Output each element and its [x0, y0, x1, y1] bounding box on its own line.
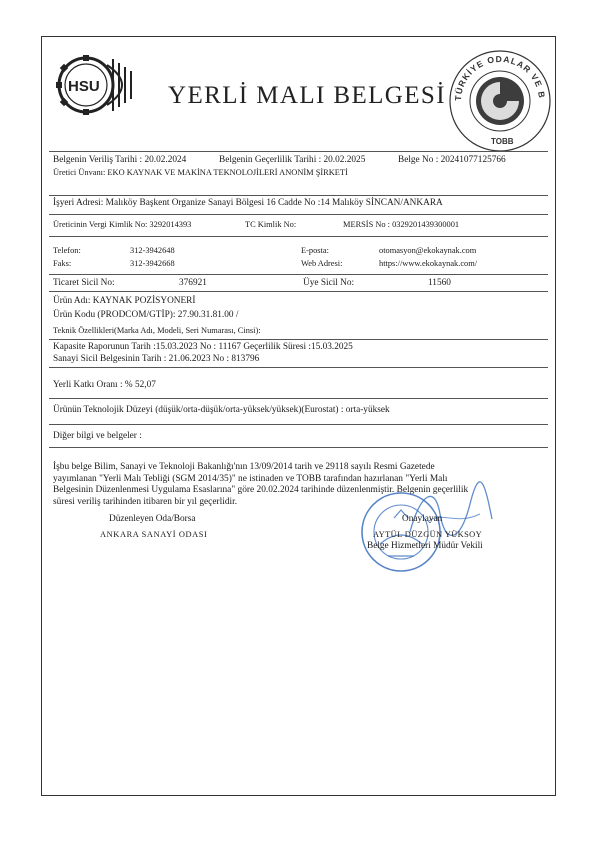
member-registry-label: Üye Sicil No:	[303, 278, 355, 288]
industry-registry: Sanayi Sicil Belgesinin Tarih : 21.06.2023 No : 813796	[53, 354, 260, 364]
hsu-logo	[53, 53, 157, 122]
statement-line: İşbu belge Bilim, Sanayi ve Teknoloji Bakanlığı'nın 13/09/2014 tarih ve 29118 sayılı Resmi Gazetede	[53, 462, 435, 472]
rule	[49, 398, 548, 399]
producer-title: Üretici Ünvanı: EKO KAYNAK VE MAKİNA TEKNOLOJİLERİ ANONİM ŞİRKETİ	[53, 168, 348, 177]
issue-date: Belgenin Veriliş Tarihi : 20.02.2024	[53, 155, 187, 165]
approver-name: AYTÜL DÜZGÜN YÜKSOY	[373, 530, 483, 539]
issuer-label: Düzenleyen Oda/Borsa	[109, 514, 196, 524]
rule	[49, 447, 548, 448]
capacity-report: Kapasite Raporunun Tarih :15.03.2023 No : 11167 Geçerlilik Süresi :15.03.2025	[53, 342, 353, 352]
validity-date: Belgenin Geçerlilik Tarihi : 20.02.2025	[219, 155, 366, 165]
rule	[49, 274, 548, 275]
rule	[49, 195, 548, 196]
phone-label: Telefon:	[53, 246, 81, 255]
statement-line: süresi veriliş tarihinden itibaren bir yıl geçerlidir.	[53, 496, 238, 507]
rule	[49, 236, 548, 237]
tc-id: TC Kimlik No:	[245, 220, 297, 229]
trade-registry-label: Ticaret Sicil No:	[53, 278, 115, 288]
rule	[49, 291, 548, 292]
svg-text:HSU: HSU	[68, 78, 100, 95]
product-specs: Teknik Özellikleri(Marka Adı, Modeli, Seri Numarası, Cinsi):	[53, 326, 261, 335]
fax-value: 312-3942668	[130, 259, 175, 268]
approver-label: Onaylayan	[402, 514, 443, 524]
rule	[49, 151, 548, 152]
phone-value: 312-3942648	[130, 246, 175, 255]
rule	[49, 367, 548, 368]
web-value: https://www.ekokaynak.com/	[379, 259, 478, 268]
fax-label: Faks:	[53, 259, 72, 268]
issuer-name: ANKARA SANAYİ ODASI	[100, 530, 208, 539]
business-address: İşyeri Adresi: Malıköy Başkent Organize Sanayi Bölgesi 16 Cadde No :14 Malıköy SİNCAN/ANKARA	[53, 198, 443, 208]
trade-registry-value: 376921	[179, 278, 207, 288]
mersis-number: MERSİS No : 0329201439300001	[343, 220, 460, 229]
email-label: E-posta:	[301, 246, 329, 255]
product-name: Ürün Adı: KAYNAK POZİSYONERİ	[53, 296, 196, 306]
product-code: Ürün Kodu (PRODCOM/GTİP): 27.90.31.81.00 /	[53, 310, 239, 320]
web-label: Web Adresi:	[301, 259, 343, 268]
other-info: Diğer bilgi ve belgeler :	[53, 431, 142, 441]
member-registry-value: 11560	[428, 278, 451, 288]
document-title: YERLİ MALI BELGESİ	[168, 82, 446, 109]
tax-id: Üreticinin Vergi Kimlik No: 3292014393	[53, 220, 192, 229]
document-number: Belge No : 20241077125766	[398, 155, 506, 165]
approver-title: Belge Hizmetleri Müdür Vekili	[367, 541, 483, 551]
svg-text:TÜRKİYE ODALAR VE BORSALAR BİR: TÜRKİYE ODALAR VE B	[452, 53, 548, 102]
rule	[49, 214, 548, 215]
statement-line: Belgesinin Düzenlenmesi Uygulama Esaslarına" göre 20.02.2024 tarihinde düzenlenmiştir. Belgenin geçerlilik	[53, 485, 469, 495]
rule	[49, 339, 548, 340]
email-value: otomasyon@ekokaynak.com	[379, 246, 477, 255]
technology-level: Ürünün Teknolojik Düzeyi (düşük/orta-düşük/orta-yüksek/yüksek)(Eurostat) : orta-yüksek	[53, 405, 390, 415]
statement-line: yayımlanan "Yerli Malı Tebliği (SGM 2014/35)" ne istinaden ve TOBB tarafından hazırlanan "Yerli Malı	[53, 473, 448, 484]
rule	[49, 424, 548, 425]
svg-text:TOBB: TOBB	[491, 137, 514, 146]
local-content-ratio: Yerli Katkı Oranı : % 52,07	[53, 380, 156, 390]
tobb-seal	[447, 48, 553, 159]
